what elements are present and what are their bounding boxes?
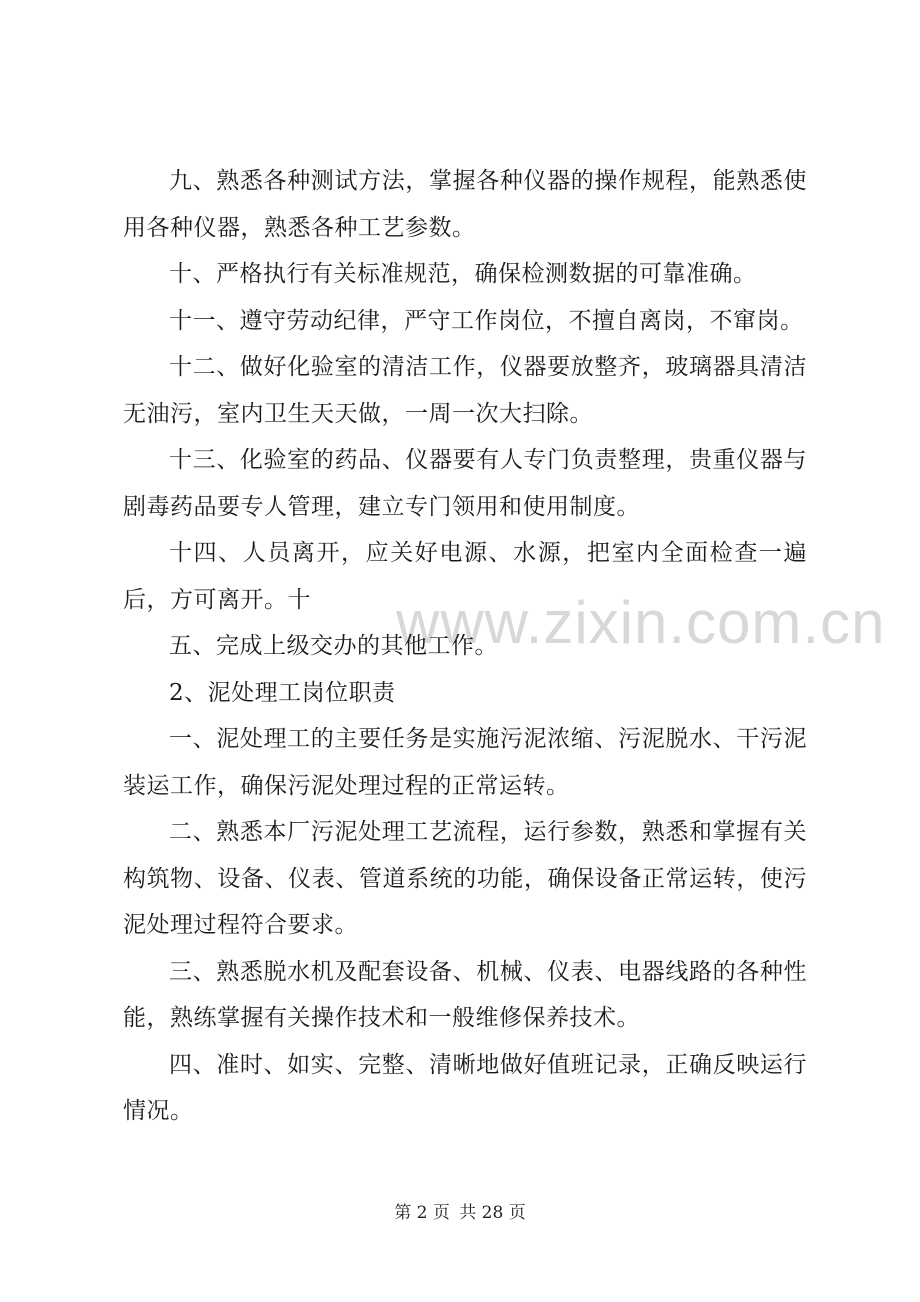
- section-heading: 2、泥处理工岗位职责: [169, 679, 396, 706]
- paragraph-duty-3: 三、熟悉脱水机及配套设备、机械、仪表、电器线路的各种性能，熟练掌握有关操作技术和一般维修保养技术。: [123, 958, 807, 1031]
- page-number: 第 2 页: [394, 1203, 450, 1223]
- paragraph-14: 十四、人员离开，应关好电源、水源，把室内全面检查一遍后，方可离开。十: [123, 540, 807, 613]
- watermark: www.zixin.com.cn: [396, 589, 886, 656]
- paragraph-duty-2: 二、熟悉本厂污泥处理工艺流程，运行参数，熟悉和掌握有关构筑物、设备、仪表、管道系统的功能，确保设备正常运转，使污泥处理过程符合要求。: [123, 819, 807, 938]
- paragraph-11: 十一、遵守劳动纪律，严守工作岗位，不擅自离岗，不窜岗。: [169, 307, 804, 334]
- paragraph-duty-4: 四、准时、如实、完整、清晰地做好值班记录，正确反映运行情况。: [123, 1051, 807, 1124]
- paragraph-15: 五、完成上级交办的其他工作。: [169, 633, 498, 659]
- document-body: [123, 158, 807, 1135]
- paragraph-10: 十、严格执行有关标准规范，确保检测数据的可靠准确。: [169, 261, 757, 287]
- page-total: 共 28 页: [459, 1203, 526, 1223]
- paragraph-duty-1: 一、泥处理工的主要任务是实施污泥浓缩、污泥脱水、干污泥装运工作，确保污泥处理过程的正常运转。: [123, 726, 807, 799]
- paragraph-9: 九、熟悉各种测试方法，掌握各种仪器的操作规程，能熟悉使用各种仪器，熟悉各种工艺参数。: [123, 168, 807, 241]
- page-footer: [0, 1198, 920, 1223]
- paragraph-13: 十三、化验室的药品、仪器要有人专门负责整理，贵重仪器与剧毒药品要专人管理，建立专门领用和使用制度。: [123, 447, 807, 520]
- paragraph-12: 十二、做好化验室的清洁工作，仪器要放整齐，玻璃器具清洁无油污，室内卫生天天做，一周一次大扫除。: [123, 354, 807, 427]
